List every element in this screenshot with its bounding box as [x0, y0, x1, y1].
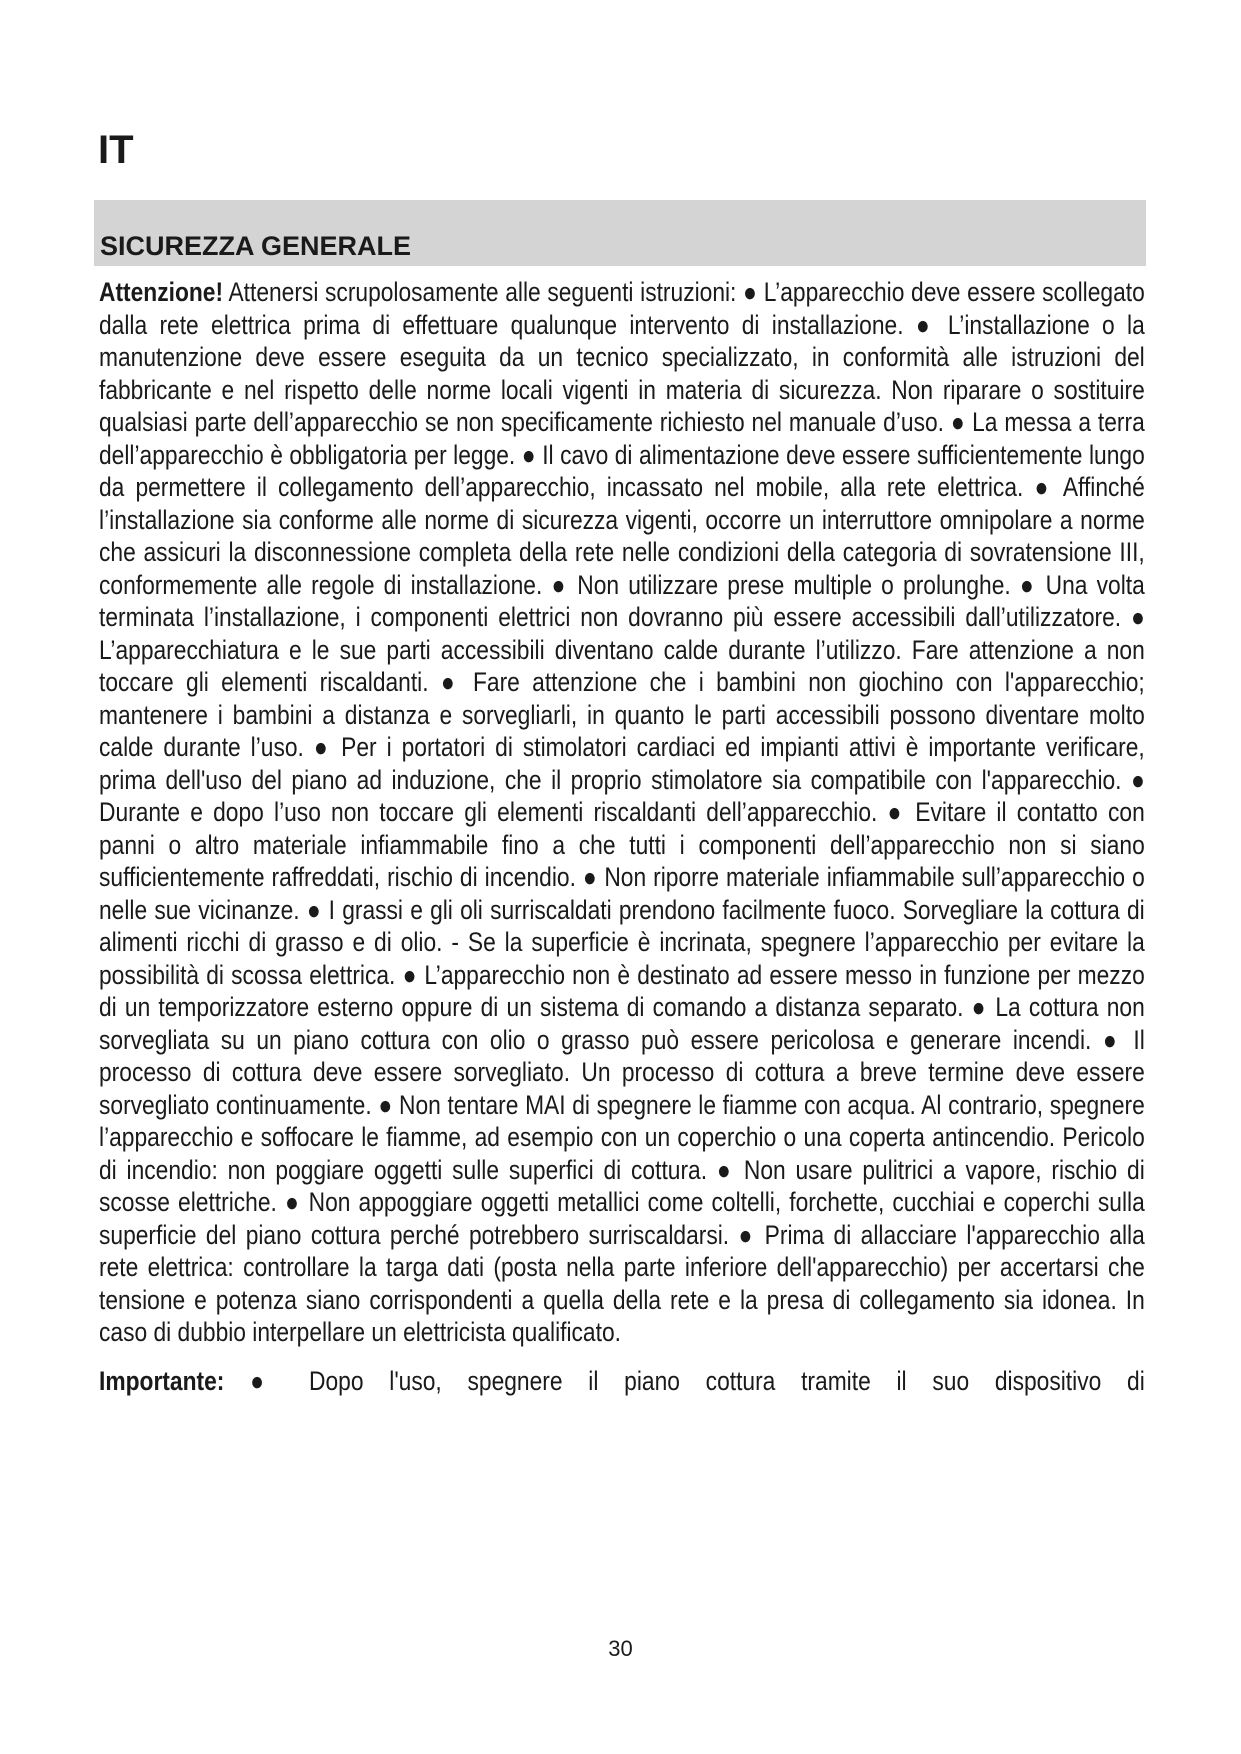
- page-number: 30: [608, 1636, 633, 1661]
- warning-paragraph: [99, 276, 1145, 1349]
- important-paragraph: [99, 1365, 1145, 1398]
- language-code: IT: [98, 128, 134, 172]
- safety-instructions-body: [99, 276, 1145, 1397]
- important-lead: Importante:: [99, 1365, 225, 1396]
- warning-lead: Attenzione!: [99, 277, 224, 307]
- warning-text: Attenersi scrupolosamente alle seguenti istruzioni: ● L’apparecchio deve essere scollegato dalla rete elettrica prima di effettuare qualunque intervento di installazione. ● L’installazione o la manutenzione deve essere eseguita da un tecnico specializzato, in conformità alle istruzioni del fabbricante e nel rispetto delle norme locali vigenti in materia di sicurezza. Non riparare o sostituire qualsiasi parte dell’apparecchio se non specificamente richiesto nel manuale d’uso. ● La messa a terra dell’apparecchio è obbligatoria per legge. ● Il cavo di alimentazione deve essere sufficientemente lungo da permettere il collegamento dell’apparecchio, incassato nel mobile, alla rete elettrica. ● Affinché l’installazione sia conforme alle norme di sicurezza vigenti, occorre un interruttore omnipolare a norme che assicuri la disconnessione completa della rete nelle condizioni della categoria di sovratensione III, conformemente alle regole di installazione. ● Non utilizzare prese multiple o prolunghe. ● Una volta terminata l’installazione, i componenti elettrici non dovranno più essere accessibili dall’utilizzatore. ● L’apparecchiatura e le sue parti accessibili diventano calde durante l’utilizzo. Fare attenzione a non toccare gli elementi riscaldanti. ● Fare attenzione che i bambini non giochino con l'apparecchio; mantenere i bambini a distanza e sorvegliarli, in quanto le parti accessibili possono diventare molto calde durante l’uso. ● Per i portatori di stimolatori cardiaci ed impianti attivi è importante verificare, prima dell'uso del piano ad induzione, che il proprio stimolatore sia compatibile con l'apparecchio. ● Durante e dopo l’uso non toccare gli elementi riscaldanti dell’apparecchio. ● Evitare il contatto con panni o altro materiale infiammabile fino a che tutti i componenti dell’apparecchio non si siano sufficientemente raffreddati, rischio di incendio. ● Non riporre materiale infiammabile sull’apparecchio o nelle sue vicinanze. ● I grassi e gli oli surriscaldati prendono facilmente fuoco. Sorvegliare la cottura di alimenti ricchi di grasso e di olio. - Se la superficie è incrinata, spegnere l’apparecchio per evitare la possibilità di scossa elettrica. ● L’apparecchio non è destinato ad essere messo in funzione per mezzo di un temporizzatore esterno oppure di un sistema di comando a distanza separato. ● La cottura non sorvegliata su un piano cottura con olio o grasso può essere pericolosa e generare incendi. ● Il processo di cottura deve essere sorvegliato. Un processo di cottura a breve termine deve essere sorvegliato continuamente. ● Non tentare MAI di spegnere le fiamme con acqua. Al contrario, spegnere l’apparecchio e soffocare le fiamme, ad esempio con un coperchio o una coperta antincendio. Pericolo di incendio: non poggiare oggetti sulle superfici di cottura. ● Non usare pulitrici a vapore, rischio di scosse elettriche. ● Non appoggiare oggetti metallici come coltelli, forchette, cucchiai e coperchi sulla superficie del piano cottura perché potrebbero surriscaldarsi. ● Prima di allacciare l'apparecchio alla rete elettrica: controllare la targa dati (posta nella parte inferiore dell'apparecchio) per accertarsi che tensione e potenza siano corrispondenti a quella della rete e la presa di collegamento sia idonea. In caso di dubbio interpellare un elettricista qualificato.: [99, 277, 1145, 1347]
- section-header-bar: [94, 200, 1146, 266]
- important-text: ● Dopo l'uso, spegnere il piano cottura tramite il suo dispositivo di: [224, 1365, 1145, 1396]
- section-title: SICUREZZA GENERALE: [100, 231, 412, 261]
